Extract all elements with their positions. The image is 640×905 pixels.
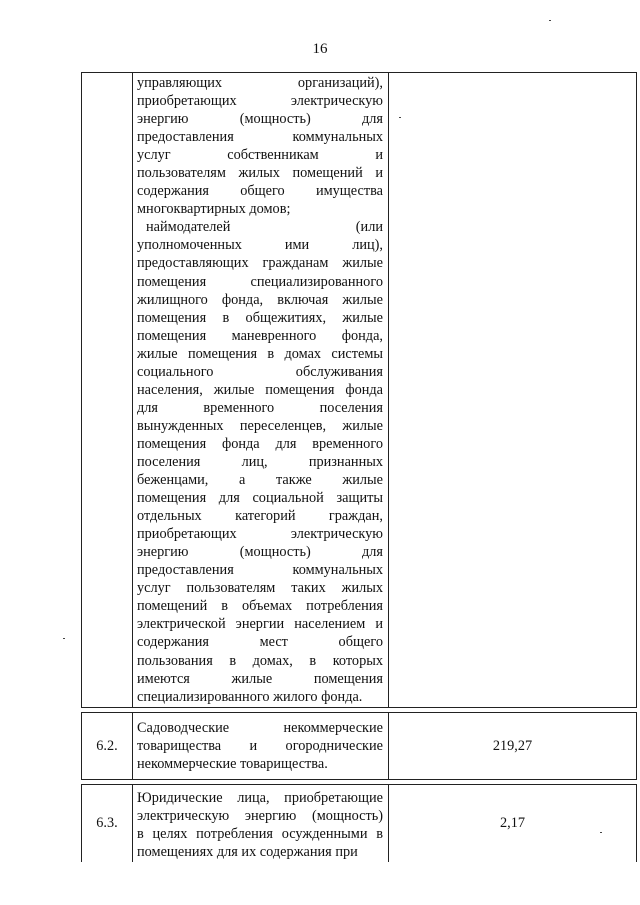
description-line: беженцами, а также жилые	[137, 472, 383, 489]
description-line: населения, жилые помещения фонда	[137, 381, 383, 398]
description-line: для временного поселения	[137, 399, 383, 416]
tariff-value-cell: 219,27	[389, 712, 637, 779]
description-line: помещения фонда для временного	[137, 435, 383, 452]
row-number-cell	[82, 73, 133, 708]
description-line: помещения специализированного	[137, 273, 383, 290]
description-line: услуг собственникам и	[137, 147, 383, 164]
description-line: предоставления коммунальных	[137, 129, 383, 146]
description-line: предоставляющих гражданам жилые	[137, 255, 383, 272]
description-line: помещения маневренного фонда,	[137, 327, 383, 344]
table-row	[82, 712, 637, 779]
description-line: жилищного фонда, включая жилые	[137, 291, 383, 308]
description-line: содержания общего имущества	[137, 183, 383, 200]
description-line: управляющих организаций),	[137, 75, 383, 91]
description-line: содержания мест общего	[137, 634, 383, 651]
description-line: приобретающих электрическую	[137, 93, 383, 110]
description-line: энергию (мощность) для	[137, 544, 383, 561]
description-line: поселения лиц, признанных	[137, 453, 383, 470]
description-line: специализированного жилого фонда.	[137, 688, 363, 705]
description-line: отдельных категорий граждан,	[137, 508, 383, 525]
description-line: пользования в домах, в которых	[137, 652, 383, 669]
description-line: помещения для социальной защиты	[137, 490, 383, 507]
description-line: жилые помещения в домах системы	[137, 345, 383, 362]
page-number: 16	[312, 41, 328, 57]
scan-speck	[399, 117, 401, 118]
description-line: уполномоченных ими лиц),	[137, 237, 383, 254]
description-line: Садоводческие некоммерческие	[137, 719, 383, 736]
description-line: помещений в объемах потребления	[137, 598, 383, 615]
description-line: электрической энергии населением и	[137, 616, 383, 633]
scan-speck	[63, 638, 65, 639]
category-description-cell	[133, 73, 389, 708]
description-line: помещениях для их содержания при	[137, 843, 358, 860]
description-line: в целях потребления осужденными в	[137, 825, 383, 842]
row-number-cell: 6.2.	[82, 712, 133, 779]
description-line: наймодателей (или	[146, 219, 383, 236]
scan-speck	[549, 20, 551, 21]
tariff-value-cell: 2,17	[389, 784, 637, 862]
description-line: некоммерческие товарищества.	[137, 755, 328, 772]
row-number-cell: 6.3.	[82, 784, 133, 862]
tariff-value-cell	[389, 73, 637, 708]
description-line: предоставления коммунальных	[137, 562, 383, 579]
description-line: энергию (мощность) для	[137, 111, 383, 128]
description-line: социального обслуживания	[137, 363, 383, 380]
description-line: пользователям жилых помещений и	[137, 165, 383, 182]
scan-speck	[600, 832, 602, 833]
category-description-cell	[133, 712, 389, 779]
description-line: электрическую энергию (мощность)	[137, 807, 383, 824]
description-line: имеются жилые помещения	[137, 670, 383, 687]
category-description-cell	[133, 784, 389, 862]
description-line: помещения в общежитиях, жилые	[137, 309, 383, 326]
tariff-table	[81, 72, 637, 862]
description-line: вынужденных переселенцев, жилые	[137, 417, 383, 434]
description-line: приобретающих электрическую	[137, 526, 383, 543]
table-row	[82, 784, 637, 862]
description-line: многоквартирных домов;	[137, 201, 291, 218]
description-line: услуг пользователям таких жилых	[137, 580, 383, 597]
description-line: товарищества и огороднические	[137, 737, 383, 754]
description-line: Юридические лица, приобретающие	[137, 789, 383, 806]
table-row	[82, 73, 637, 708]
